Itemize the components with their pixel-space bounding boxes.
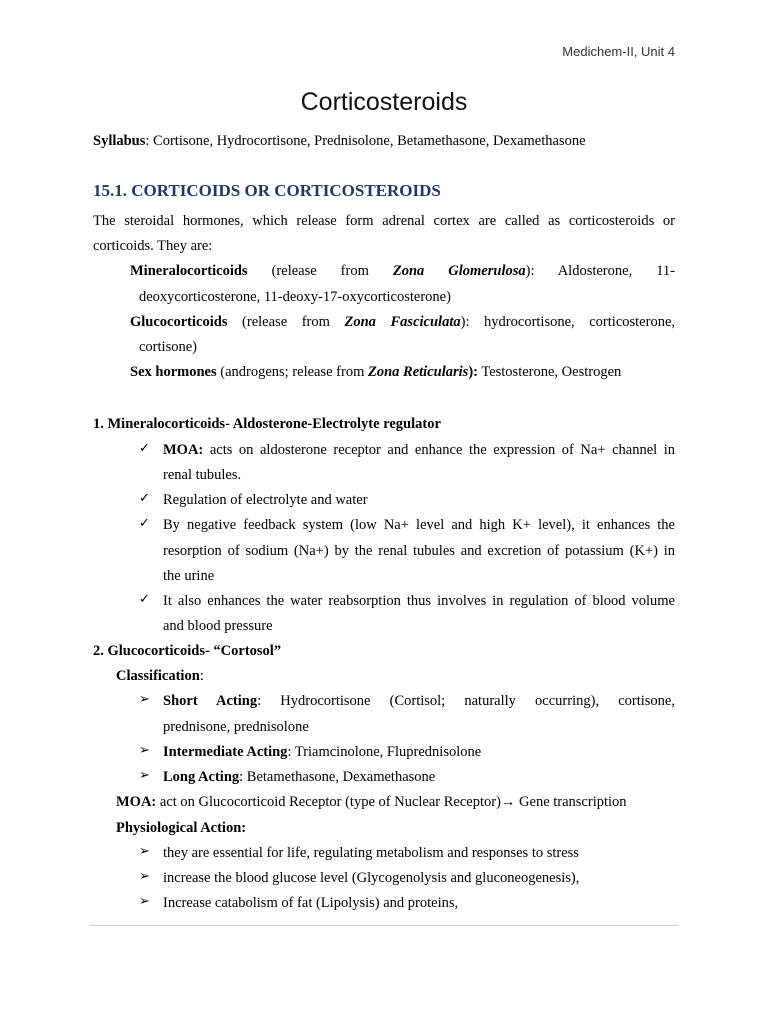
check-mark-icon: ✓ xyxy=(139,491,150,506)
arrow-bullet-icon: ➢ xyxy=(139,743,150,758)
part1-heading: 1. Mineralocorticoids- Aldosterone-Electrolyte regulator xyxy=(93,416,441,432)
arrow-bullet-icon: ➢ xyxy=(139,768,150,783)
glucocorticoid-moa-line xyxy=(116,793,627,811)
sex-hormones-line xyxy=(130,363,621,381)
arrow-bullet-icon: ➢ xyxy=(139,692,150,707)
glucocorticoids-line-2: cortisone) xyxy=(139,339,197,355)
text: ): hydrocortisone, corticosterone, xyxy=(460,314,676,330)
syllabus-text: : Cortisone, Hydrocortisone, Prednisolone, Betamethasone, Dexamethasone xyxy=(145,133,586,149)
part1-item-4-line-2: and blood pressure xyxy=(163,618,273,634)
part1-item-2: Regulation of electrolyte and water xyxy=(163,492,368,508)
text: (androgens; release from xyxy=(216,364,368,380)
arrow-bullet-icon: ➢ xyxy=(139,844,150,859)
moa-label: MOA: xyxy=(163,442,204,458)
check-mark-icon: ✓ xyxy=(139,441,150,456)
text: (release from xyxy=(247,263,393,279)
glucocorticoids-line-1 xyxy=(130,313,675,331)
class-intermediate xyxy=(163,743,481,761)
intermediate-acting-label: Intermediate Acting xyxy=(163,744,288,760)
mineralocorticoids-line-2: deoxycorticosterone, 11-deoxy-17-oxycorticosterone) xyxy=(139,289,451,305)
part2-heading: 2. Glucocorticoids- “Cortosol” xyxy=(93,643,282,659)
text: : Hydrocortisone (Cortisol; naturally occurring), cortisone, xyxy=(257,693,675,709)
zone-name: Zona Fasciculata xyxy=(344,314,461,330)
running-header: Medichem-II, Unit 4 xyxy=(562,44,675,59)
part1-item-1-line-2: renal tubules. xyxy=(163,467,242,483)
arrow-icon: → xyxy=(500,794,516,810)
text: ): Aldosterone, 11- xyxy=(525,263,675,279)
long-acting-label: Long Acting xyxy=(163,769,240,785)
moa-label: MOA: xyxy=(116,794,157,810)
section-heading: 15.1. CORTICOIDS OR CORTICOSTEROIDS xyxy=(93,181,441,200)
mineralocorticoids-line-1 xyxy=(130,262,675,280)
footer-divider xyxy=(90,925,678,926)
short-acting-label: Short Acting xyxy=(163,693,258,709)
intro-line-1: The steroidal hormones, which release form adrenal cortex are called as corticosteroids or xyxy=(93,213,675,229)
zone-name: Zona Reticularis xyxy=(368,364,469,380)
text: : Triamcinolone, Fluprednisolone xyxy=(287,744,482,760)
arrow-bullet-icon: ➢ xyxy=(139,869,150,884)
action-item-1: they are essential for life, regulating metabolism and responses to stress xyxy=(163,845,579,861)
text: (release from xyxy=(227,314,345,330)
mineralocorticoids-term: Mineralocorticoids xyxy=(130,263,248,279)
text: acts on aldosterone receptor and enhance the expression of Na+ channel in xyxy=(203,442,675,458)
classification-label: Classification xyxy=(116,668,200,684)
physiological-action-label: Physiological Action: xyxy=(116,820,247,836)
check-mark-icon: ✓ xyxy=(139,592,150,607)
text: Gene transcription xyxy=(515,794,627,810)
part1-item-3-line-2: resorption of sodium (Na+) by the renal tubules and excretion of potassium (K+) in xyxy=(163,543,675,559)
classification-line xyxy=(116,667,204,685)
text: : Betamethasone, Dexamethasone xyxy=(239,769,436,785)
class-short-line-1 xyxy=(163,692,675,710)
text: act on Glucocorticoid Receptor (type of Nuclear Receptor) xyxy=(156,794,501,810)
zone-name: Zona Glomerulosa xyxy=(392,263,526,279)
text: ): xyxy=(468,364,478,380)
syllabus-line xyxy=(93,132,586,150)
part1-item-1-line-1 xyxy=(163,441,675,459)
text: : xyxy=(199,668,204,684)
part1-item-3-line-1: By negative feedback system (low Na+ level and high K+ level), it enhances the xyxy=(163,517,675,533)
syllabus-label: Syllabus xyxy=(93,133,146,149)
class-long xyxy=(163,768,435,786)
action-item-3: Increase catabolism of fat (Lipolysis) and proteins, xyxy=(163,895,459,911)
arrow-bullet-icon: ➢ xyxy=(139,894,150,909)
class-short-line-2: prednisone, prednisolone xyxy=(163,719,309,735)
action-item-2: increase the blood glucose level (Glycogenolysis and gluconeogenesis), xyxy=(163,870,580,886)
check-mark-icon: ✓ xyxy=(139,516,150,531)
page-title: Corticosteroids xyxy=(300,88,468,116)
glucocorticoids-term: Glucocorticoids xyxy=(130,314,228,330)
sex-hormones-term: Sex hormones xyxy=(130,364,217,380)
part1-item-3-line-3: the urine xyxy=(163,568,215,584)
text: Testosterone, Oestrogen xyxy=(477,364,622,380)
part1-item-4-line-1: It also enhances the water reabsorption thus involves in regulation of blood volume xyxy=(163,593,675,609)
intro-line-2: corticoids. They are: xyxy=(93,238,213,254)
